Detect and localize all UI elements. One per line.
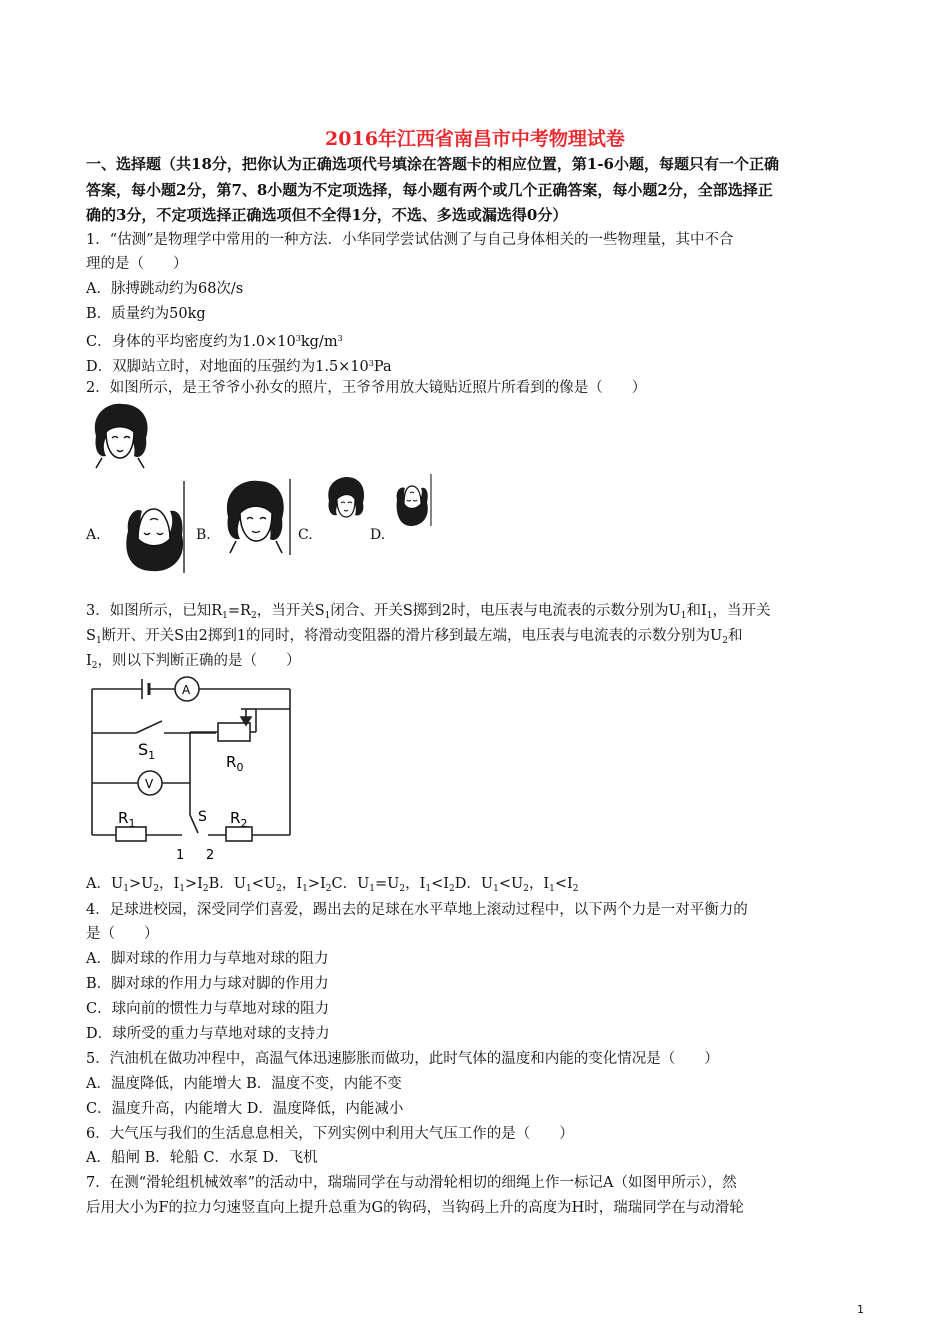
q1-stem-line-1: 1．“估测”是物理学中常用的一种方法．小华同学尝试估测了与自己身体相关的一些物理量，其中不合 xyxy=(86,232,734,248)
q3-sub: 1 xyxy=(95,636,102,646)
q2-option-a-image xyxy=(118,477,188,575)
q3-circuit-diagram xyxy=(86,675,296,865)
page-number: 1 xyxy=(857,1303,864,1316)
q3-text: 和 xyxy=(728,628,743,644)
q3-text: ，当开关 xyxy=(712,603,771,619)
q6-options: A．船闸 B．轮船 C．水泵 D．飞机 xyxy=(86,1150,318,1166)
q3-sub: 2 xyxy=(276,884,282,894)
q3-sub: 2 xyxy=(325,884,332,894)
q3-sub: 2 xyxy=(91,661,98,671)
q2-original-photo xyxy=(88,400,152,470)
q2-option-b-label: B. xyxy=(196,527,211,543)
r2-label: $R_2$ xyxy=(230,809,248,830)
q2-stem: 2．如图所示，是王爷爷小孙女的照片，王爷爷用放大镜贴近照片所看到的像是（ ） xyxy=(86,380,647,396)
q3-opt: =U xyxy=(375,876,400,892)
q1-option-d-unit: Pa xyxy=(373,359,392,375)
q6-stem: 6．大气压与我们的生活息息相关，下列实例中利用大气压工作的是（ ） xyxy=(86,1126,574,1142)
q3-opt: ，I xyxy=(159,876,180,892)
q3-text: ，则以下判断正确的是（ ） xyxy=(97,653,301,669)
q3-sub: 2 xyxy=(250,611,257,621)
page-title: 2016年江西省南昌市中考物理试卷 xyxy=(325,128,625,150)
q3-sub: 2 xyxy=(523,884,529,894)
q3-sub: 1 xyxy=(246,884,252,894)
q3-opt: <I xyxy=(554,876,573,892)
q1-option-c-text: C．身体的平均密度约为1.0×10 xyxy=(86,334,296,350)
q5-options-cd: C．温度升高，内能增大 D．温度降低，内能减小 xyxy=(86,1101,404,1117)
q3-text: 闭合、开关S掷到2时，电压表与电流表的示数分别为U xyxy=(330,603,681,619)
q3-stem-line-1 xyxy=(86,601,770,626)
q3-sub: 2 xyxy=(399,884,406,894)
q7-stem-line-2: 后用大小为F的拉力匀速竖直向上提升总重为G的钩码，当钩码上升的高度为H时，瑞瑞同学在与动滑轮 xyxy=(86,1200,744,1216)
q2-option-d-image xyxy=(395,472,435,528)
q3-sub: 1 xyxy=(302,884,308,894)
q3-text: I xyxy=(86,653,92,669)
q4-stem-line-2: 是（ ） xyxy=(86,926,159,942)
q3-opt: ，I xyxy=(405,876,426,892)
s-label: S xyxy=(198,809,207,825)
q3-opt: A．U xyxy=(86,876,124,892)
q3-text: 断开、开关S由2掷到1的同时，将滑动变阻器的滑片移到最左端，电压表与电流表的示数分别为U xyxy=(101,628,723,644)
q1-option-c xyxy=(86,329,343,352)
q3-sub: 1 xyxy=(123,884,129,894)
voltmeter-symbol: V xyxy=(145,777,154,791)
q3-sub: 2 xyxy=(722,636,729,646)
q1-stem-line-2: 理的是（ ） xyxy=(86,256,188,272)
q3-sub: 1 xyxy=(369,884,376,894)
q3-stem-line-3 xyxy=(86,651,300,676)
q7-stem-line-1: 7．在测“滑轮组机械效率”的活动中，瑞瑞同学在与动滑轮相切的细绳上作一标记A（如图甲所示），然 xyxy=(86,1175,737,1191)
q3-text: 和I xyxy=(686,603,707,619)
q4-option-c: C．球向前的惯性力与草地对球的阻力 xyxy=(86,1001,330,1017)
q3-opt: B．U xyxy=(208,876,247,892)
q3-sub: 1 xyxy=(706,611,713,621)
q5-stem: 5．汽油机在做功冲程中，高温气体迅速膨胀而做功，此时气体的温度和内能的变化情况是（ ） xyxy=(86,1051,719,1067)
q2-option-b-image xyxy=(220,477,292,557)
q1-option-c-unit: kg/m xyxy=(300,334,338,350)
q3-sub: 1 xyxy=(425,884,432,894)
q1-option-c-exp: 3 xyxy=(295,334,301,343)
q3-opt: C．U xyxy=(331,876,370,892)
q3-text: ，当开关S xyxy=(256,603,325,619)
q2-option-d-label: D. xyxy=(370,527,386,543)
r1-label: $R_1$ xyxy=(118,809,136,830)
q3-opt: <U xyxy=(251,876,277,892)
q3-sub: 1 xyxy=(179,884,186,894)
q2-option-a-label: A. xyxy=(86,527,101,543)
q3-opt: ，I xyxy=(281,876,303,892)
q3-sub: 1 xyxy=(549,884,555,894)
q3-opt: >U xyxy=(128,876,154,892)
q3-opt: >I xyxy=(307,876,326,892)
switch-position-2: 2 xyxy=(206,848,215,863)
q1-option-b: B．质量约为50kg xyxy=(86,306,206,322)
q3-sub: 1 xyxy=(680,611,687,621)
q4-option-d: D．球所受的重力与草地对球的支持力 xyxy=(86,1026,330,1042)
r0-label: $R_0$ xyxy=(226,753,244,774)
q3-opt: <U xyxy=(498,876,524,892)
q3-sub: 1 xyxy=(222,611,228,621)
q3-sub: 2 xyxy=(202,884,209,894)
q3-opt: >I xyxy=(185,876,203,892)
section-heading-line-1: 一、选择题（共18分，把你认为正确选项代号填涂在答题卡的相应位置，第1-6小题，每题只有一个正确 xyxy=(86,155,779,173)
q3-stem-line-2 xyxy=(86,626,743,651)
q3-text: =R xyxy=(227,603,251,619)
q3-opt: <I xyxy=(431,876,449,892)
q1-option-c-unit-exp: 3 xyxy=(337,334,343,343)
q2-option-c-label: C. xyxy=(298,527,313,543)
ammeter-symbol: A xyxy=(182,683,191,697)
q4-option-b: B．脚对球的作用力与球对脚的作用力 xyxy=(86,976,329,992)
q5-options-ab: A．温度降低，内能增大 B．温度不变，内能不变 xyxy=(86,1076,402,1092)
section-heading-line-2: 答案，每小题2分，第7、8小题为不定项选择，每小题有两个或几个正确答案，每小题2分，全部选择正 xyxy=(86,181,773,199)
switch-position-1: 1 xyxy=(176,848,185,863)
s1-label: $S_1$ xyxy=(138,740,156,762)
q3-sub: 2 xyxy=(153,884,160,894)
q3-sub: 2 xyxy=(572,884,579,894)
q3-text: S xyxy=(86,628,96,644)
q1-option-d-exp: 3 xyxy=(368,359,374,368)
q3-sub: 1 xyxy=(493,884,499,894)
q4-stem-line-1: 4．足球进校园，深受同学们喜爱，踢出去的足球在水平草地上滚动过程中，以下两个力是一对平衡力的 xyxy=(86,902,748,918)
q2-option-c-image xyxy=(325,475,367,525)
q4-option-a: A．脚对球的作用力与草地对球的阻力 xyxy=(86,951,329,967)
q3-opt: ，I xyxy=(528,876,550,892)
section-heading-line-3: 确的3分，不定项选择正确选项但不全得1分，不选、多选或漏选得0分） xyxy=(86,206,568,224)
q3-options xyxy=(86,874,579,899)
q1-option-a: A．脉搏跳动约为68次/s xyxy=(86,281,244,297)
q3-text: 3．如图所示，已知R xyxy=(86,603,223,619)
q1-option-d xyxy=(86,354,392,377)
q1-option-d-text: D．双脚站立时，对地面的压强约为1.5×10 xyxy=(86,359,369,375)
q3-sub: 2 xyxy=(449,884,455,894)
q3-sub: 1 xyxy=(324,611,331,621)
q3-opt: D．U xyxy=(454,876,494,892)
